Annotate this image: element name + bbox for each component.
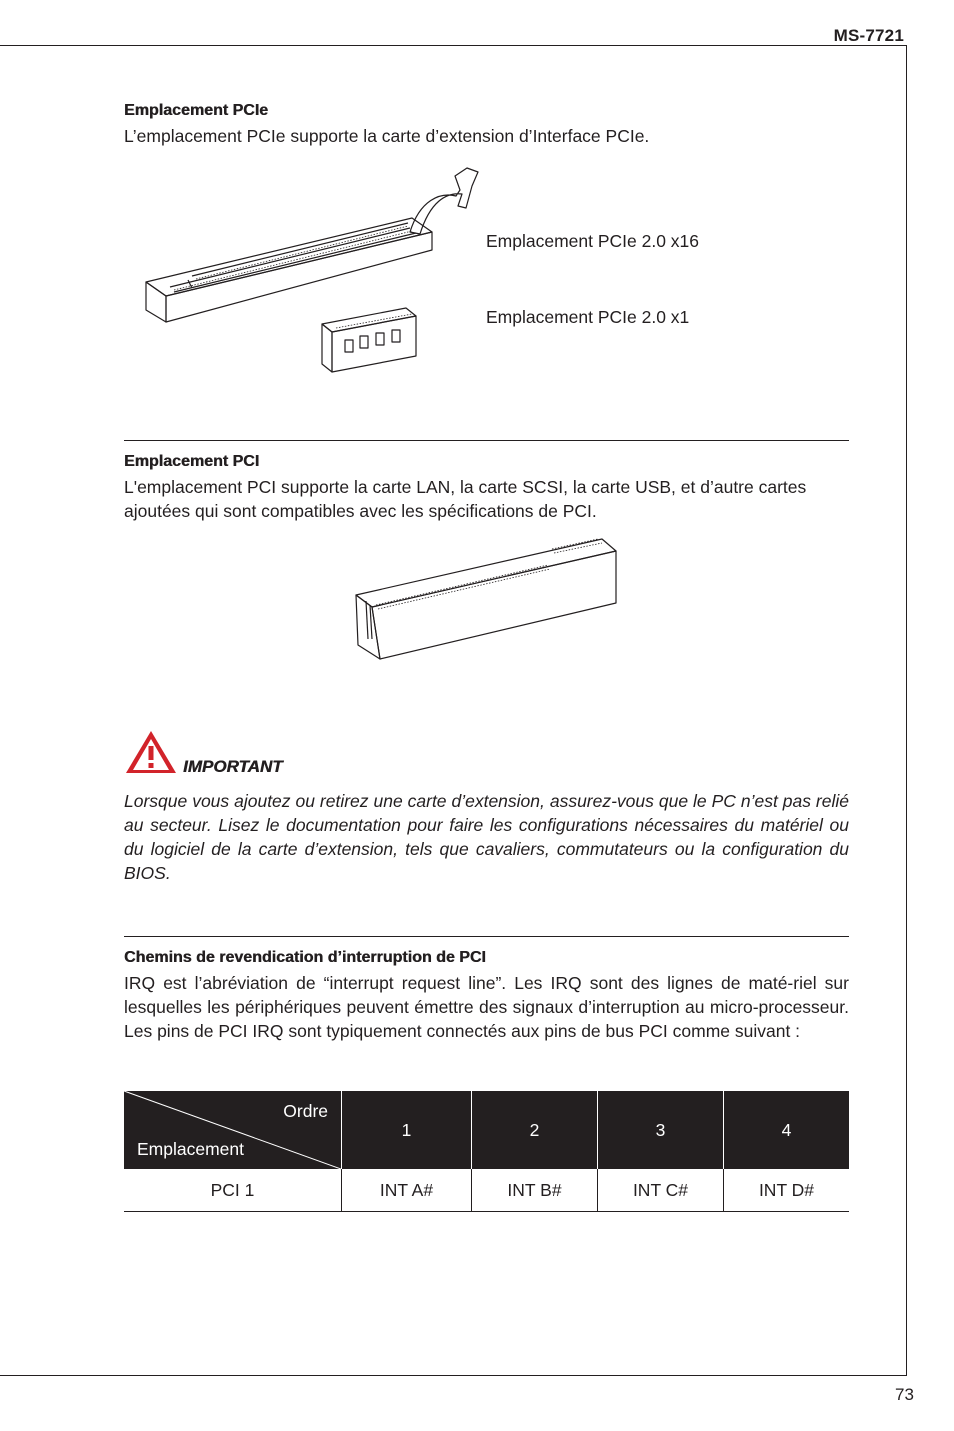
- important-title: IMPORTANT: [183, 757, 283, 776]
- pci-description: L'emplacement PCI supporte la carte LAN, la carte SCSI, la carte USB, et d’autre cartes ajoutées qui sont compatibles avec les spécifications de PCI.: [124, 477, 807, 521]
- table-cell-slot: PCI 1: [124, 1169, 342, 1212]
- pcie-x1-label: Emplacement PCIe 2.0 x1: [486, 307, 690, 327]
- table-header-cell: 2: [472, 1091, 598, 1169]
- pcie-heading: Emplacement PCIe: [124, 102, 269, 119]
- pcie-x1-slot: [322, 308, 416, 372]
- order-label: Ordre: [283, 1101, 328, 1121]
- pcie-slots-illustration: [140, 160, 490, 380]
- irq-table: [124, 1091, 849, 1212]
- right-margin-rule: [906, 45, 907, 1375]
- table-cell: INT A#: [342, 1169, 472, 1212]
- important-text: Lorsque vous ajoutez ou retirez une carte d’extension, assurez-vous que le PC n’est pas relié au secteur. Lisez le documentation pour faire les configurations nécessaires du matériel ou du logiciel de la carte d’extension, tels que cavaliers, commutateurs ou la configuration du BIOS.: [124, 791, 849, 883]
- table-header-cell: 4: [724, 1091, 850, 1169]
- table-cell: INT D#: [724, 1169, 850, 1212]
- table-cell: INT C#: [598, 1169, 724, 1212]
- pcie-x16-label: Emplacement PCIe 2.0 x16: [486, 231, 700, 251]
- pci-heading: Emplacement PCI: [124, 453, 260, 470]
- warning-icon: [124, 729, 178, 775]
- table-header-cell: 1: [342, 1091, 472, 1169]
- pcie-description: L’emplacement PCIe supporte la carte d’extension d’Interface PCIe.: [124, 126, 650, 146]
- table-cell: INT B#: [472, 1169, 598, 1212]
- page-number: 73: [895, 1385, 914, 1404]
- header-rule: [0, 45, 907, 46]
- table-header-cell: 3: [598, 1091, 724, 1169]
- irq-description: IRQ est l’abréviation de “interrupt request line”. Les IRQ sont des lignes de maté-riel sur lesquelles les périphériques peuvent émettre des signaux d’interruption au micro-processeur. Les pins de PCI IRQ sont typiquement connectés aux pins de bus PCI comme suivant :: [124, 973, 849, 1041]
- pci-slot-illustration: [352, 535, 622, 665]
- irq-heading: Chemins de revendication d’interruption de PCI: [124, 949, 486, 966]
- slot-label: Emplacement: [137, 1139, 244, 1159]
- table-row: [124, 1169, 849, 1212]
- table-header-row: [124, 1091, 849, 1169]
- pcie-x16-top: [146, 218, 432, 296]
- model-number: MS-7721: [833, 26, 904, 45]
- section-divider: [124, 936, 849, 937]
- footer-rule: [0, 1375, 907, 1376]
- table-corner-cell: [124, 1091, 342, 1169]
- section-divider: [124, 440, 849, 441]
